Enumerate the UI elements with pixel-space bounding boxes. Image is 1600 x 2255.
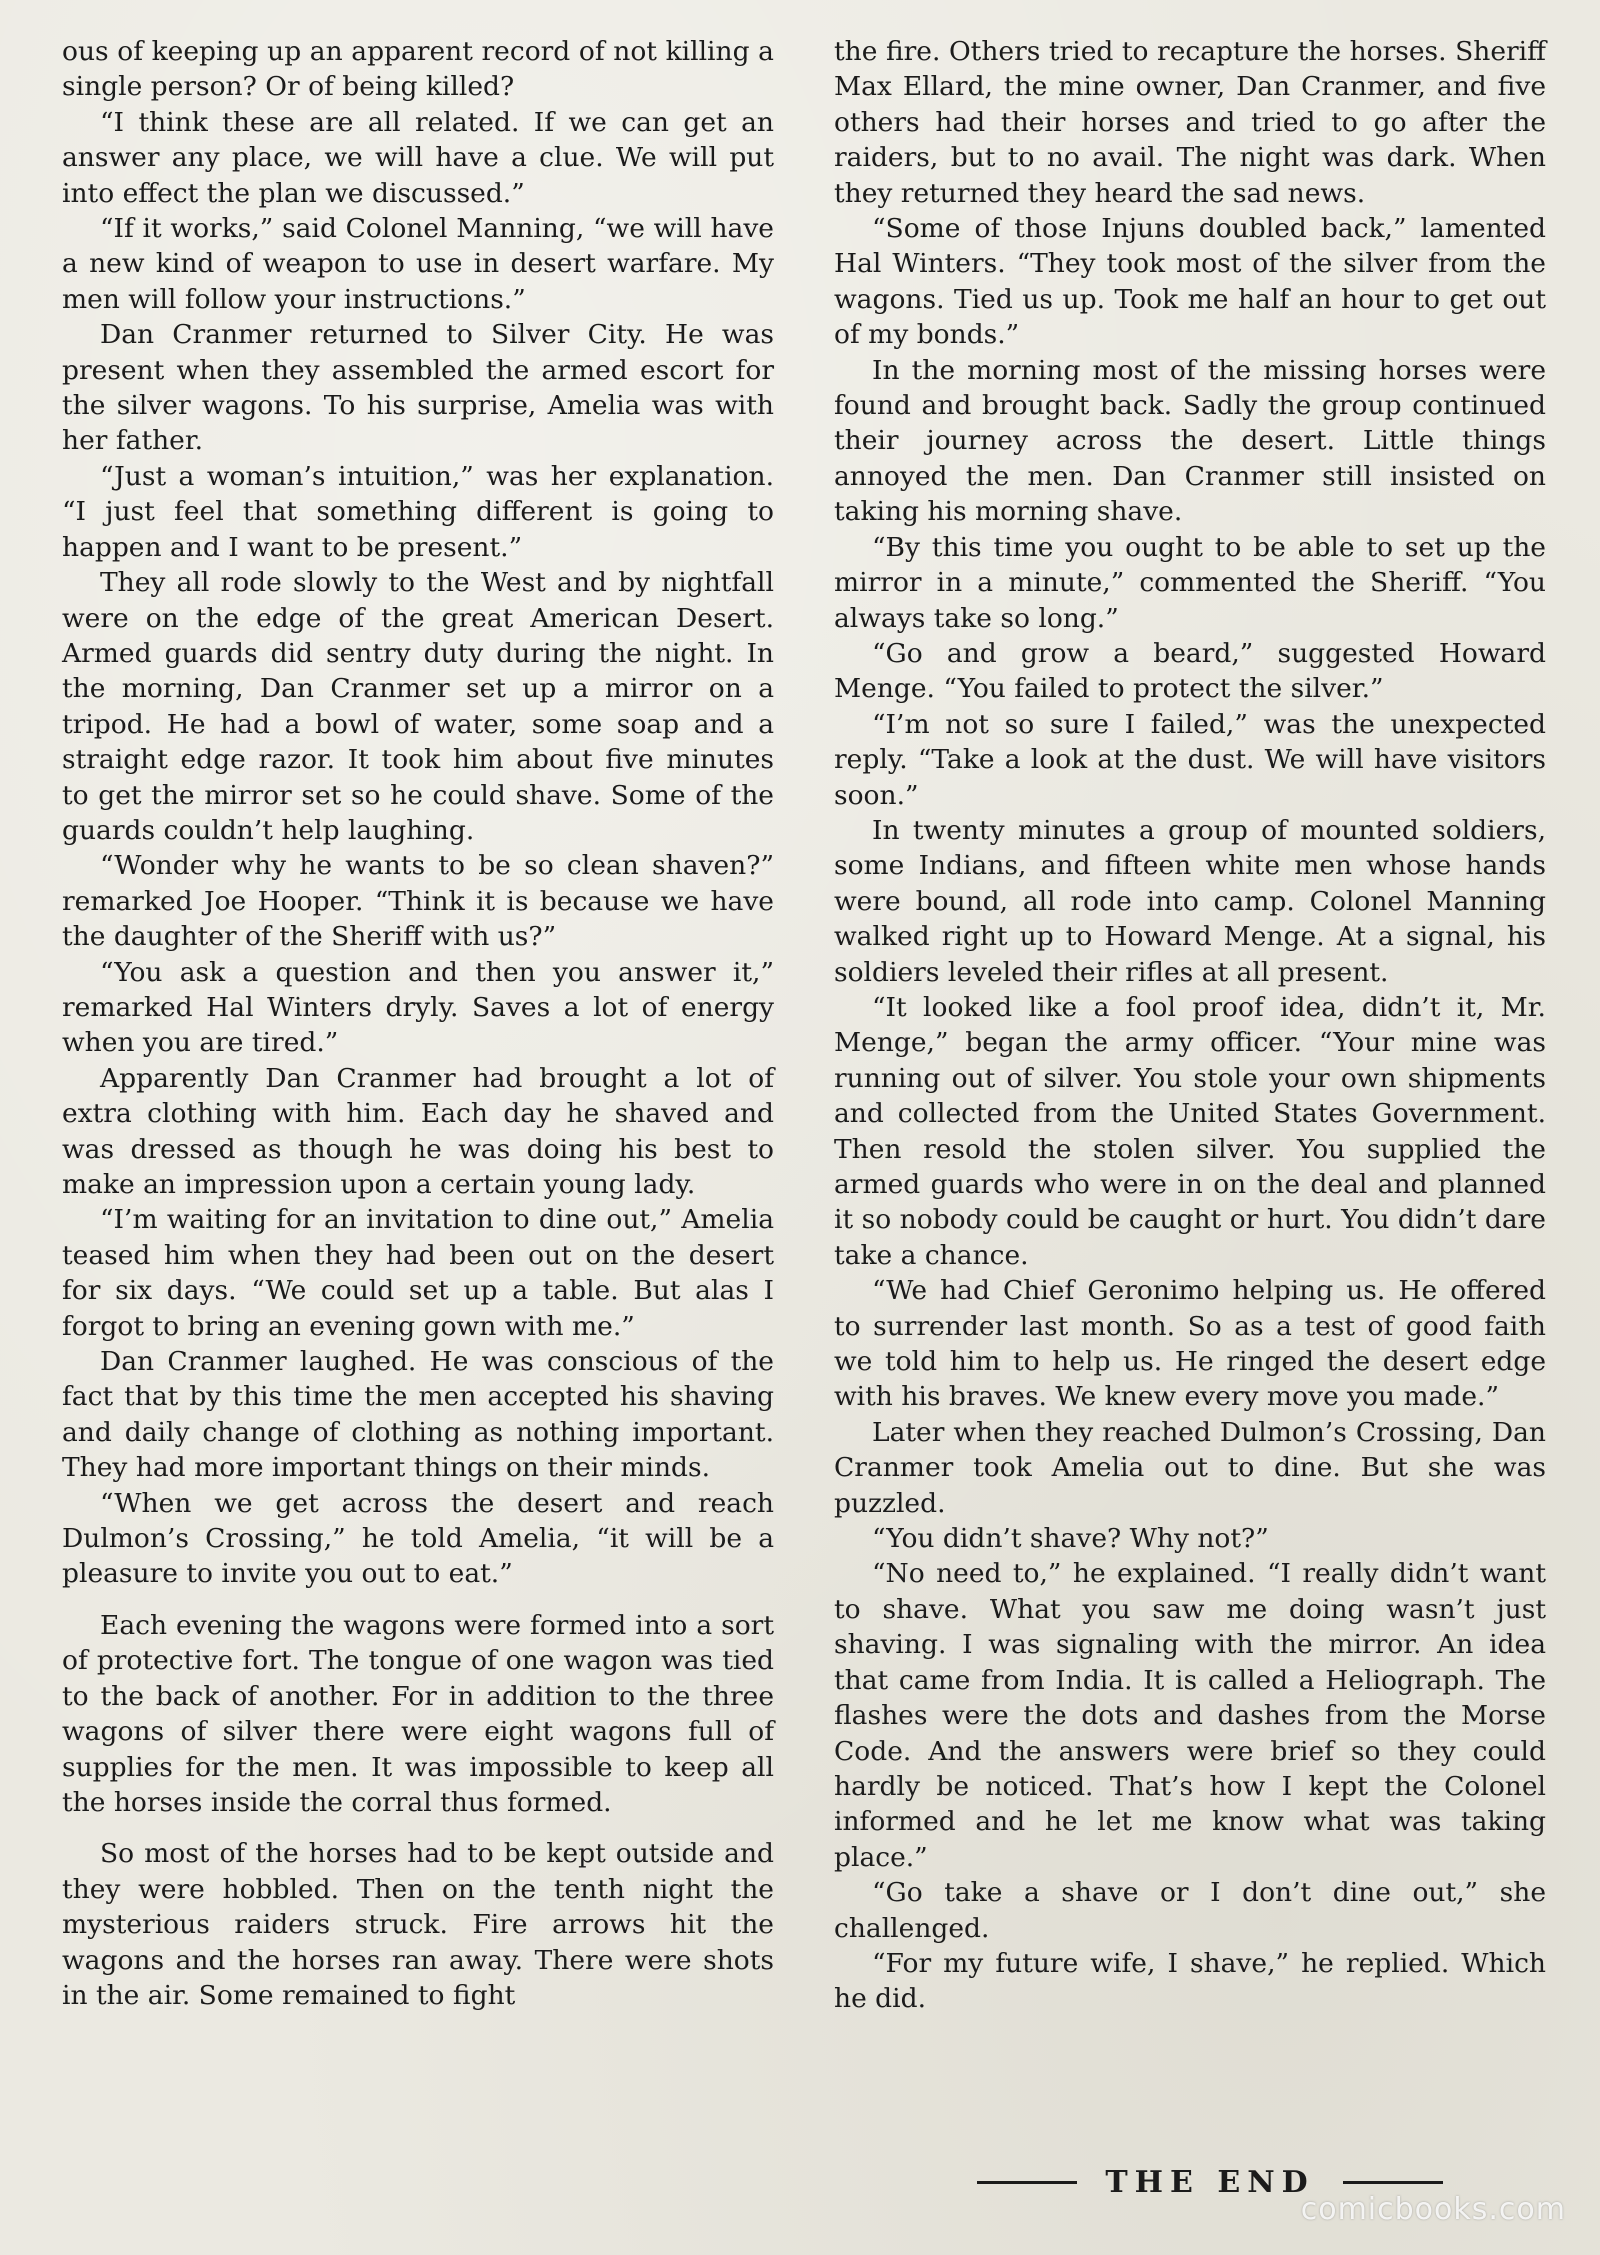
paragraph: So most of the horses had to be kept outside and they were hobbled. Then on the tenth night the mysterious raiders struck. Fire arrows hit the wagons and the horses ran away. There were shots in the air. Some remained to fight (62, 1838, 774, 2011)
paragraph: Dan Cranmer returned to Silver City. He was present when they assembled the armed escort for the silver wagons. To his surprise, Amelia was with her father. (62, 319, 774, 457)
paragraph: “For my future wife, I shave,” he replied. Which he did. (834, 1947, 1546, 2015)
paragraph: “When we get across the desert and reach Dulmon’s Crossing,” he told Amelia, “it will be a pleasure to invite you out to eat.” (62, 1487, 774, 1590)
paragraph: “You ask a question and then you answer it,” remarked Hal Winters dryly. Saves a lot of energy when you are tired.” (62, 956, 774, 1059)
paragraph: In the morning most of the missing horses were found and brought back. Sadly the group continued their journey across the desert. Little things annoyed the men. Dan Cranmer still insisted on taking his morning shave. (834, 354, 1546, 528)
left-text-column (62, 34, 774, 2013)
right-text-column (834, 34, 1546, 2017)
paragraph: Apparently Dan Cranmer had brought a lot of extra clothing with him. Each day he shaved and was dressed as though he was doing his best to make an impression upon a certain young lady. (62, 1062, 774, 1200)
paragraph: “Wonder why he wants to be so clean shaven?” remarked Joe Hooper. “Think it is because we have the daughter of the Sheriff with us?” (62, 850, 774, 953)
paragraph: They all rode slowly to the West and by nightfall were on the edge of the great American Desert. Armed guards did sentry duty during the night. In the morning, Dan Cranmer set up a mirror on a tripod. He had a bowl of water, some soap and a straight edge razor. It took him about five minutes to get the mirror set so he could shave. Some of the guards couldn’t help laughing. (62, 567, 774, 846)
paragraph: “If it works,” said Colonel Manning, “we will have a new kind of weapon to use in desert warfare. My men will follow your instructions.” (62, 213, 774, 315)
paragraph: “Some of those Injuns doubled back,” lamented Hal Winters. “They took most of the silver from the wagons. Tied us up. Took me half an hour to get out of my bonds.” (834, 213, 1546, 351)
paragraph: “I’m not so sure I failed,” was the unexpected reply. “Take a look at the dust. We will have visitors soon.” (834, 708, 1546, 811)
paragraph: ous of keeping up an apparent record of not killing a single person? Or of being killed? (62, 36, 774, 103)
paragraph: “You didn’t shave? Why not?” (872, 1523, 1269, 1555)
paragraph: “I’m waiting for an invitation to dine out,” Amelia teased him when they had been out on the desert for six days. “We could set up a table. But alas I forgot to bring an evening gown with me.” (62, 1204, 774, 1342)
paragraph: “Go take a shave or I don’t dine out,” she challenged. (834, 1877, 1546, 1944)
paragraph: the fire. Others tried to recapture the horses. Sheriff Max Ellard, the mine owner, Dan Cranmer, and five others had their horses and tried to go after the raiders, but to no avail. The night was dark. When they returned they heard the sad news. (834, 36, 1546, 209)
paragraph: “It looked like a fool proof idea, didn’t it, Mr. Menge,” began the army officer. “Your mine was running out of silver. You stole your own shipments and collected from the United States Government. Then resold the stolen silver. You supplied the armed guards who were in on the deal and planned it so nobody could be caught or hurt. You didn’t dare take a chance. (834, 991, 1546, 1271)
paragraph: “No need to,” he explained. “I really didn’t want to shave. What you saw me doing wasn’t just shaving. I was signaling with the mirror. An idea that came from India. It is called a Heliograph. The flashes were the dots and dashes from the Morse Code. And the answers were brief so they could hardly be noticed. That’s how I kept the Colonel informed and he let me know what was taking place.” (834, 1558, 1546, 1873)
paragraph: Each evening the wagons were formed into a sort of protective fort. The tongue of one wagon was tied to the back of another. For in addition to the three wagons of silver there were eight wagons full of supplies for the men. It was impossible to keep all the horses inside the corral thus formed. (62, 1609, 774, 1818)
paragraph: “We had Chief Geronimo helping us. He offered to surrender last month. So as a test of good faith we told him to help us. He ringed the desert edge with his braves. We knew every move you made.” (834, 1275, 1546, 1413)
the-end-text: THE END (1105, 2164, 1315, 2200)
paragraph: “Just a woman’s intuition,” was her explanation. “I just feel that something different is going to happen and I want to be present.” (62, 460, 774, 563)
paragraph: “I think these are all related. If we can get an answer any place, we will have a clue. We will put into effect the plan we discussed.” (62, 106, 774, 209)
paragraph: “By this time you ought to be able to set up the mirror in a minute,” commented the Sheriff. “You always take so long.” (834, 531, 1546, 634)
paragraph: Dan Cranmer laughed. He was conscious of the fact that by this time the men accepted his shaving and daily change of clothing as nothing important. They had more important things on their minds. (62, 1346, 774, 1484)
paragraph: In twenty minutes a group of mounted soldiers, some Indians, and fifteen white men whose hands were bound, all rode into camp. Colonel Manning walked right up to Howard Menge. At a signal, his soldiers leveled their rifles at all present. (834, 814, 1546, 988)
paragraph: Later when they reached Dulmon’s Crossing, Dan Cranmer took Amelia out to dine. But she was puzzled. (834, 1416, 1546, 1519)
right-rule (1343, 2181, 1443, 2184)
paragraph: “Go and grow a beard,” suggested Howard Menge. “You failed to protect the silver.” (834, 637, 1546, 705)
watermark: comicbooks.com (1300, 2192, 1566, 2227)
left-rule (977, 2181, 1077, 2184)
